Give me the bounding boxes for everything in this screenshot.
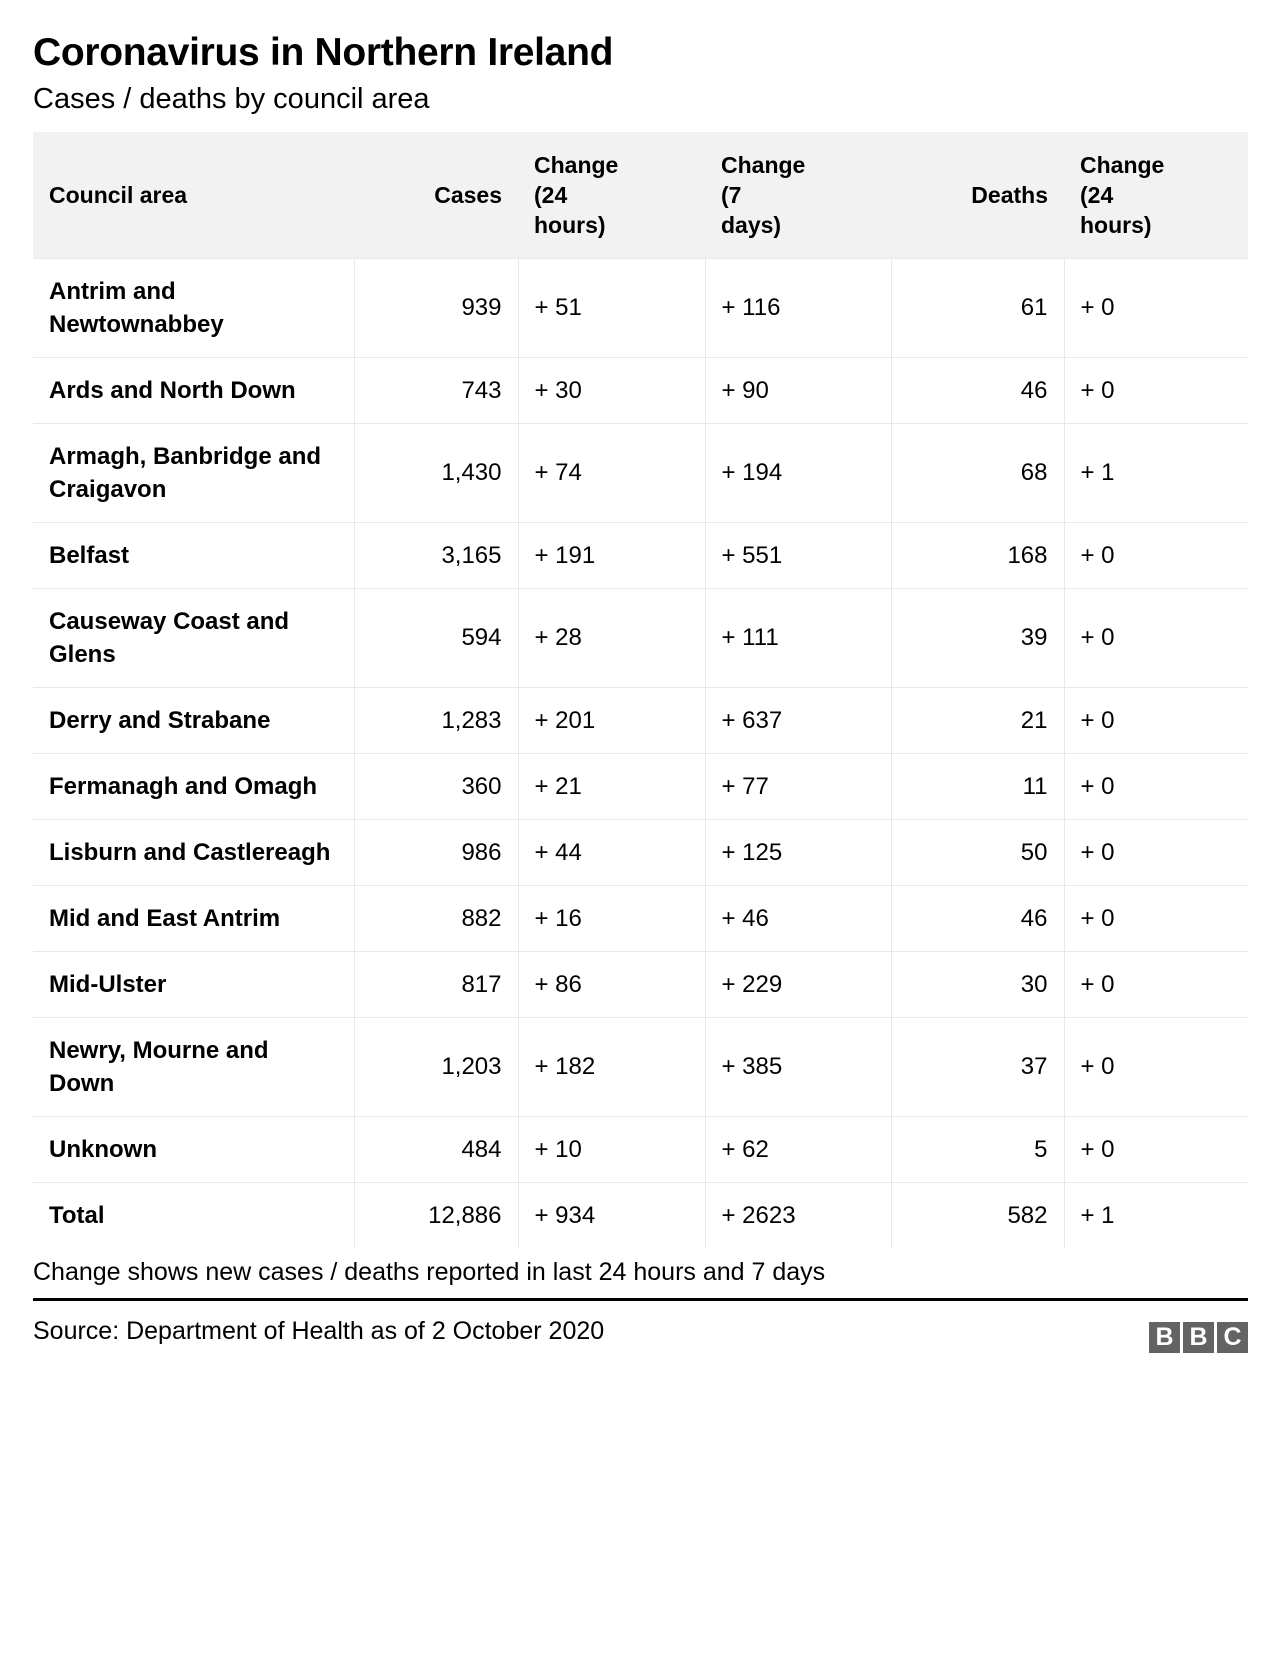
cell-deaths: 50 bbox=[891, 819, 1064, 885]
column-header-deaths-change-24h-line-2: (24 bbox=[1080, 181, 1114, 208]
page-subtitle: Cases / deaths by council area bbox=[33, 83, 430, 115]
cell-council-area: Derry and Strabane bbox=[33, 687, 354, 753]
cell-change-7d: + 637 bbox=[705, 687, 891, 753]
cell-council-area: Unknown bbox=[33, 1116, 354, 1182]
cell-deaths-change-24h: + 0 bbox=[1064, 1116, 1248, 1182]
covid-council-table bbox=[33, 132, 1248, 1248]
cell-cases: 882 bbox=[354, 885, 518, 951]
cell-change-24h: + 201 bbox=[518, 687, 705, 753]
cell-deaths: 46 bbox=[891, 357, 1064, 423]
cell-council-area: Fermanagh and Omagh bbox=[33, 753, 354, 819]
column-header-change-24h bbox=[518, 132, 705, 258]
column-header-change-24h-line-2: (24 bbox=[534, 181, 568, 208]
table-row bbox=[33, 423, 1248, 522]
cell-cases: 1,283 bbox=[354, 687, 518, 753]
column-header-change-7d-line-3: days) bbox=[721, 211, 782, 238]
column-header-change-7d bbox=[705, 132, 891, 258]
cell-deaths: 582 bbox=[891, 1182, 1064, 1248]
column-header-deaths-change-24h-line-1: Change bbox=[1080, 151, 1165, 178]
column-header-change-7d-line-1: Change bbox=[721, 151, 806, 178]
cell-council-area: Ards and North Down bbox=[33, 357, 354, 423]
cell-deaths-change-24h: + 0 bbox=[1064, 588, 1248, 687]
cell-change-24h: + 16 bbox=[518, 885, 705, 951]
cell-change-24h: + 51 bbox=[518, 258, 705, 357]
table-header bbox=[33, 132, 1248, 258]
cell-cases: 817 bbox=[354, 951, 518, 1017]
cell-deaths: 21 bbox=[891, 687, 1064, 753]
cell-deaths: 5 bbox=[891, 1116, 1064, 1182]
table-body bbox=[33, 258, 1248, 1248]
column-header-council-area bbox=[33, 132, 354, 258]
source-row bbox=[33, 1301, 1248, 1353]
cell-deaths-change-24h: + 0 bbox=[1064, 951, 1248, 1017]
column-header-change-24h-line-1: Change bbox=[534, 151, 619, 178]
cell-deaths: 11 bbox=[891, 753, 1064, 819]
cell-change-24h: + 10 bbox=[518, 1116, 705, 1182]
cell-council-area: Total bbox=[33, 1182, 354, 1248]
column-header-change-24h-line-3: hours) bbox=[534, 211, 606, 238]
table-row bbox=[33, 1017, 1248, 1116]
cell-deaths-change-24h: + 0 bbox=[1064, 885, 1248, 951]
bbc-logo-letter-2: B bbox=[1183, 1322, 1214, 1353]
cell-council-area: Causeway Coast and Glens bbox=[33, 588, 354, 687]
table-header-row bbox=[33, 132, 1248, 258]
cell-change-24h: + 182 bbox=[518, 1017, 705, 1116]
cell-change-24h: + 28 bbox=[518, 588, 705, 687]
cell-deaths: 68 bbox=[891, 423, 1064, 522]
cell-deaths-change-24h: + 1 bbox=[1064, 423, 1248, 522]
cell-council-area: Mid-Ulster bbox=[33, 951, 354, 1017]
cell-council-area: Mid and East Antrim bbox=[33, 885, 354, 951]
cell-change-7d: + 194 bbox=[705, 423, 891, 522]
table-row bbox=[33, 885, 1248, 951]
cell-change-7d: + 125 bbox=[705, 819, 891, 885]
cell-cases: 360 bbox=[354, 753, 518, 819]
cell-change-24h: + 21 bbox=[518, 753, 705, 819]
cell-change-24h: + 191 bbox=[518, 522, 705, 588]
cell-change-7d: + 46 bbox=[705, 885, 891, 951]
cell-cases: 743 bbox=[354, 357, 518, 423]
cell-deaths: 61 bbox=[891, 258, 1064, 357]
table-row bbox=[33, 258, 1248, 357]
column-header-deaths-line-1: Deaths bbox=[971, 181, 1048, 208]
cell-council-area: Lisburn and Castlereagh bbox=[33, 819, 354, 885]
cell-change-7d: + 77 bbox=[705, 753, 891, 819]
table-row bbox=[33, 1182, 1248, 1248]
cell-council-area: Armagh, Banbridge and Craigavon bbox=[33, 423, 354, 522]
cell-deaths: 39 bbox=[891, 588, 1064, 687]
cell-deaths-change-24h: + 1 bbox=[1064, 1182, 1248, 1248]
cell-change-24h: + 86 bbox=[518, 951, 705, 1017]
column-header-council-area-line-1: Council area bbox=[49, 181, 188, 208]
cell-deaths-change-24h: + 0 bbox=[1064, 687, 1248, 753]
cell-change-7d: + 62 bbox=[705, 1116, 891, 1182]
table-row bbox=[33, 951, 1248, 1017]
cell-deaths-change-24h: + 0 bbox=[1064, 258, 1248, 357]
title-block bbox=[0, 0, 1280, 118]
table-row bbox=[33, 522, 1248, 588]
table-footnote: Change shows new cases / deaths reported in last 24 hours and 7 days bbox=[33, 1248, 1248, 1301]
cell-deaths-change-24h: + 0 bbox=[1064, 522, 1248, 588]
table-row bbox=[33, 753, 1248, 819]
cell-deaths: 30 bbox=[891, 951, 1064, 1017]
bbc-logo-letter-3: C bbox=[1217, 1322, 1248, 1353]
cell-council-area: Newry, Mourne and Down bbox=[33, 1017, 354, 1116]
column-header-deaths-change-24h bbox=[1064, 132, 1248, 258]
cell-change-24h: + 74 bbox=[518, 423, 705, 522]
bbc-logo bbox=[1149, 1322, 1248, 1353]
cell-deaths-change-24h: + 0 bbox=[1064, 753, 1248, 819]
cell-cases: 939 bbox=[354, 258, 518, 357]
cell-change-7d: + 385 bbox=[705, 1017, 891, 1116]
column-header-deaths bbox=[891, 132, 1064, 258]
cell-cases: 1,203 bbox=[354, 1017, 518, 1116]
cell-change-7d: + 90 bbox=[705, 357, 891, 423]
table-row bbox=[33, 687, 1248, 753]
cell-change-7d: + 551 bbox=[705, 522, 891, 588]
cell-cases: 484 bbox=[354, 1116, 518, 1182]
cell-cases: 12,886 bbox=[354, 1182, 518, 1248]
cell-deaths: 46 bbox=[891, 885, 1064, 951]
column-header-change-7d-line-2: (7 bbox=[721, 181, 742, 208]
cell-deaths-change-24h: + 0 bbox=[1064, 819, 1248, 885]
table-row bbox=[33, 357, 1248, 423]
bbc-logo-letter-1: B bbox=[1149, 1322, 1180, 1353]
cell-change-7d: + 111 bbox=[705, 588, 891, 687]
cell-cases: 3,165 bbox=[354, 522, 518, 588]
cell-change-7d: + 2623 bbox=[705, 1182, 891, 1248]
cell-cases: 986 bbox=[354, 819, 518, 885]
column-header-cases bbox=[354, 132, 518, 258]
page-title: Coronavirus in Northern Ireland bbox=[33, 31, 614, 74]
cell-deaths: 37 bbox=[891, 1017, 1064, 1116]
cell-change-7d: + 116 bbox=[705, 258, 891, 357]
column-header-cases-line-1: Cases bbox=[434, 181, 502, 208]
cell-change-24h: + 30 bbox=[518, 357, 705, 423]
cell-change-24h: + 934 bbox=[518, 1182, 705, 1248]
table-container bbox=[33, 132, 1247, 1248]
cell-deaths-change-24h: + 0 bbox=[1064, 357, 1248, 423]
cell-cases: 1,430 bbox=[354, 423, 518, 522]
source-text: Source: Department of Health as of 2 October 2020 bbox=[33, 1316, 605, 1345]
cell-deaths: 168 bbox=[891, 522, 1064, 588]
table-row bbox=[33, 1116, 1248, 1182]
table-row bbox=[33, 588, 1248, 687]
cell-change-24h: + 44 bbox=[518, 819, 705, 885]
cell-cases: 594 bbox=[354, 588, 518, 687]
cell-council-area: Antrim and Newtownabbey bbox=[33, 258, 354, 357]
cell-council-area: Belfast bbox=[33, 522, 354, 588]
column-header-deaths-change-24h-line-3: hours) bbox=[1080, 211, 1152, 238]
cell-change-7d: + 229 bbox=[705, 951, 891, 1017]
cell-deaths-change-24h: + 0 bbox=[1064, 1017, 1248, 1116]
table-row bbox=[33, 819, 1248, 885]
